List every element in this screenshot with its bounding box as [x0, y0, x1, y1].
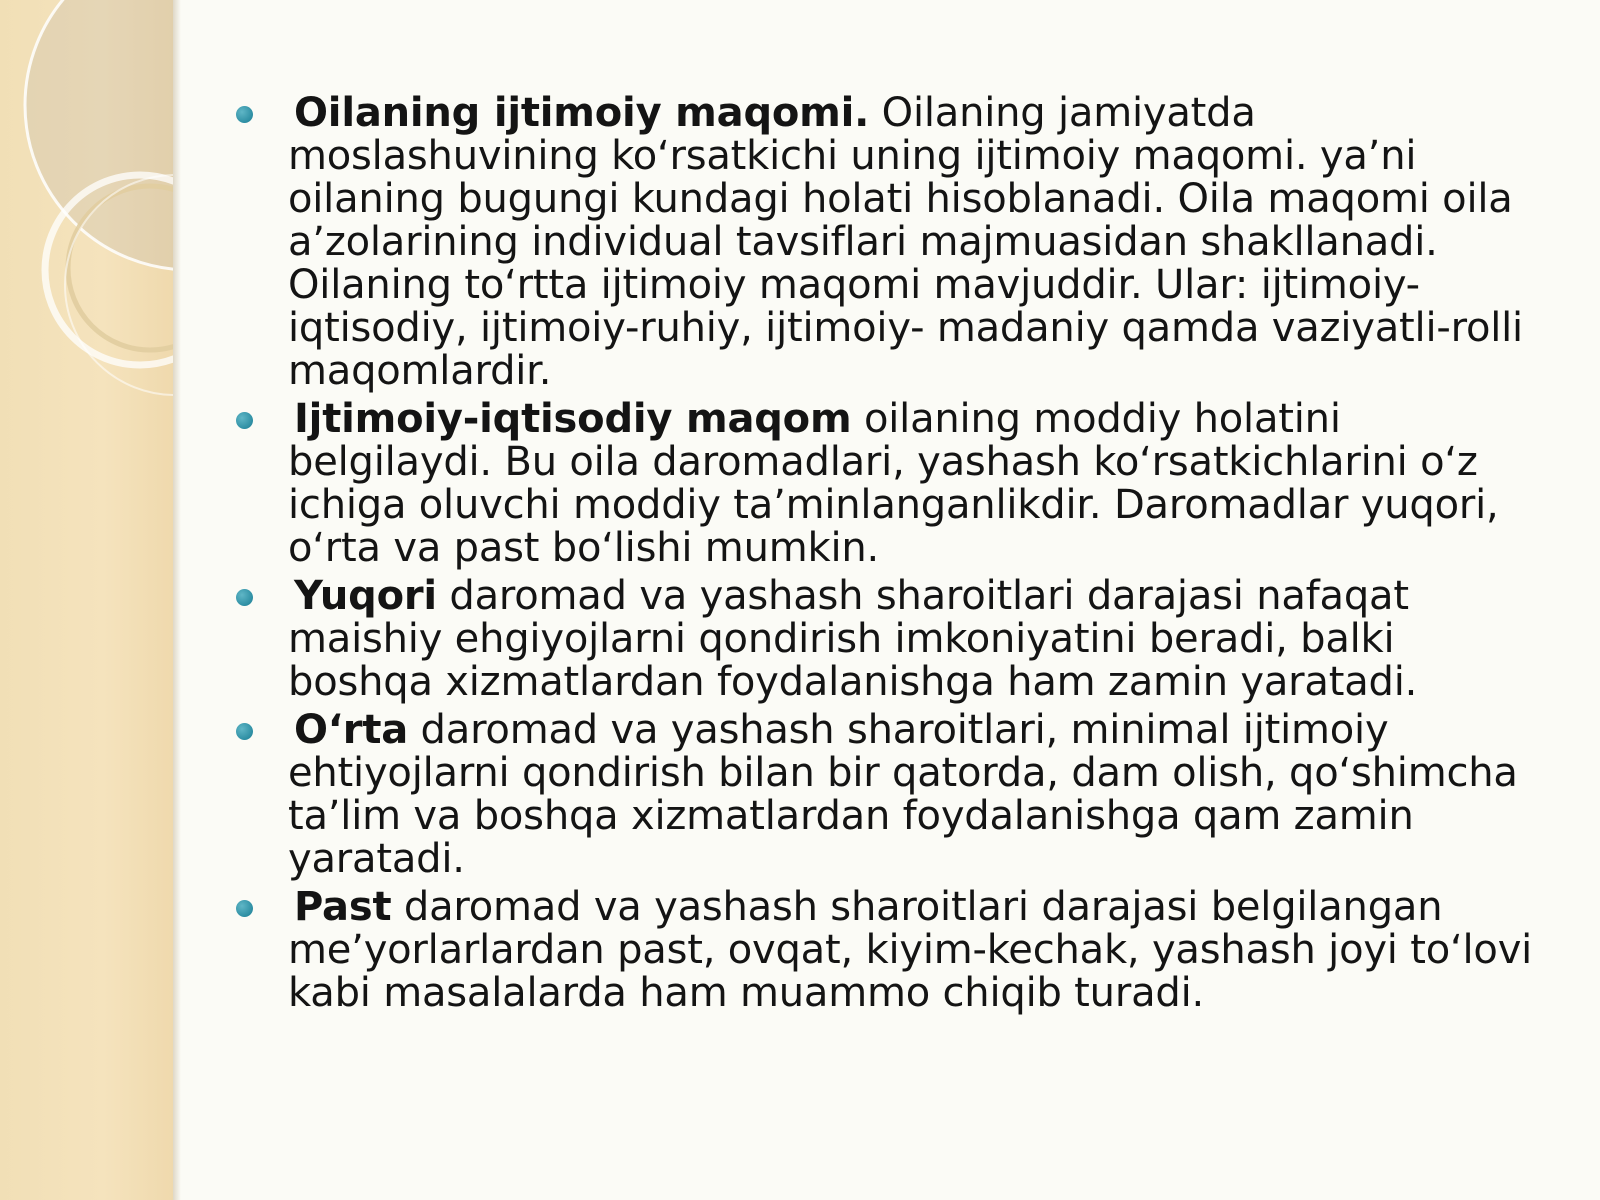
- teal-dot-bullet-icon: [236, 412, 253, 429]
- list-item: [236, 398, 1536, 570]
- list-item: [236, 92, 1536, 393]
- decorative-rings: [0, 0, 173, 1200]
- list-item: [236, 886, 1536, 1015]
- teal-dot-bullet-icon: [236, 900, 253, 917]
- item-text: daromad va yashash sharoitlari darajasi nafaqat maishiy ehgiyojlarni qondirish imkoniyatini beradi, balki boshqa xizmatlardan foydalanishga ham zamin yaratadi.: [288, 573, 1418, 705]
- item-text: Oilaning jamiyatda moslashuvining koʻrsatkichi uning ijtimoiy maqomi. yaʼni oilaning bugungi kundagi holati hisoblanadi. Oila maqomi oila aʼzolarining individual tavsiflari majmuasidan shakllanadi. Oilaning toʻrtta ijtimoiy maqomi mavjuddir. Ular: ijtimoiy-iqtisodiy, ijtimoiy-ruhiy, ijtimoiy- madaniy qamda vaziyatli-rolli maqomlardir.: [288, 90, 1523, 394]
- item-text: daromad va yashash sharoitlari, minimal ijtimoiy ehtiyojlarni qondirish bilan bir qatorda, dam olish, qoʻshimcha taʼlim va boshqa xizmatlardan foydalanishga qam zamin yaratadi.: [288, 707, 1518, 882]
- list-item: [236, 709, 1536, 881]
- list-item: [236, 575, 1536, 704]
- teal-dot-bullet-icon: [236, 106, 253, 123]
- teal-dot-bullet-icon: [236, 589, 253, 606]
- item-bold-lead: Yuqori: [294, 573, 437, 619]
- item-text: oilaning moddiy holatini belgilaydi. Bu oila daromadlari, yashash koʻrsatkichlarini oʻz ichiga oluvchi moddiy taʼminlanganlikdir. Daromadlar yuqori, oʻrta va past boʻlishi mumkin.: [288, 396, 1499, 571]
- item-text: daromad va yashash sharoitlari darajasi belgilangan meʼyorlarlardan past, ovqat, kiyim-kechak, yashash joyi toʻlovi kabi masalalarda ham muammo chiqib turadi.: [288, 884, 1533, 1016]
- item-bold-lead: Past: [294, 884, 392, 930]
- bullet-list: [236, 92, 1536, 1020]
- item-bold-lead: Oʻrta: [294, 707, 409, 753]
- teal-dot-bullet-icon: [236, 723, 253, 740]
- side-panel-shadow: [173, 0, 181, 1200]
- item-bold-lead: Ijtimoiy-iqtisodiy maqom: [294, 396, 852, 442]
- item-bold-lead: Oilaning ijtimoiy maqomi.: [294, 90, 870, 136]
- decorative-side-panel: [0, 0, 173, 1200]
